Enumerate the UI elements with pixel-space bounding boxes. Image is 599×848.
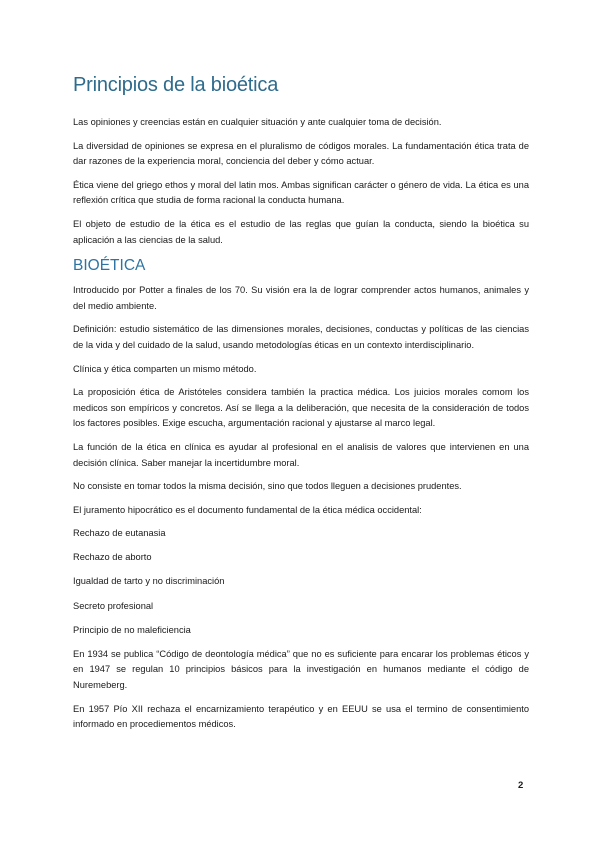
section-paragraph: La función de la ética en clínica es ayudar al profesional en el analisis de valores que intervienen en una decisión clínica. Saber manejar la incertidumbre moral. [73,441,529,468]
section-paragraph: Definición: estudio sistemático de las dimensiones morales, decisiones, conductas y políticas de las ciencias de la vida y del cuidado de la salud, usando metodologías éticas en un contexto interdisciplinario. [73,324,529,350]
section-paragraph: Clínica y ética comparten un mismo método. [73,363,257,374]
section-paragraph: La proposición ética de Aristóteles considera también la practica médica. Los juicios morales comom los medicos son empíricos y concretos. Así se llega a la deliberación, que necesita de la consideración de todos los factores posibles. Exige escucha, argumentación racional y ajustarse al marco legal. [73,387,529,429]
oath-item: Principio de no maleficiencia [73,624,191,635]
closing-paragraph: En 1934 se publica “Código de deontología médica” que no es suficiente para encarar los problemas éticos y en 1947 se regulan 10 principios básicos para la investigación en humanos mediante el código de Nuremeberg. [73,648,529,690]
intro-paragraph: El objeto de estudio de la ética es el estudio de las reglas que guían la conducta, siendo la bioética su aplicación a las ciencias de la salud. [73,218,529,245]
closing-paragraph: En 1957 Pío XII rechaza el encarnizamiento terapéutico y en EEUU se usa el termino de consentimiento informado en procediementos médicos. [73,703,529,730]
section-heading-bioetica: BIOÉTICA [73,257,146,275]
section-paragraph: No consiste en tomar todos la misma decisión, sino que todos lleguen a decisiones prudentes. [73,481,462,492]
oath-item: Rechazo de aborto [73,552,152,563]
intro-paragraph: Ética viene del griego ethos y moral del latin mos. Ambas significan carácter o género de vida. La ética es una reflexión crítica que studia de forma racional la conducta humana. [73,179,529,206]
oath-item: Secreto profesional [73,600,154,611]
intro-paragraph: La diversidad de opiniones se expresa en el pluralismo de códigos morales. La fundamentación ética trata de dar razones de la experiencia moral, conciencia del deber y cómo actuar. [73,140,529,167]
page-title: Principios de la bioética [73,74,279,96]
page-number: 2 [518,780,524,791]
oath-item: Rechazo de eutanasia [73,528,166,539]
section-paragraph: El juramento hipocrático es el documento fundamental de la ética médica occidental: [73,504,422,515]
intro-paragraph: Las opiniones y creencias están en cualquier situación y ante cualquier toma de decisión. [73,117,442,127]
oath-item: Igualdad de tarto y no discriminación [73,576,225,587]
page-content [73,72,529,741]
section-paragraph: Introducido por Potter a finales de los 70. Su visión era la de lograr comprender actos humanos, animales y del medio ambiente. [73,285,529,311]
